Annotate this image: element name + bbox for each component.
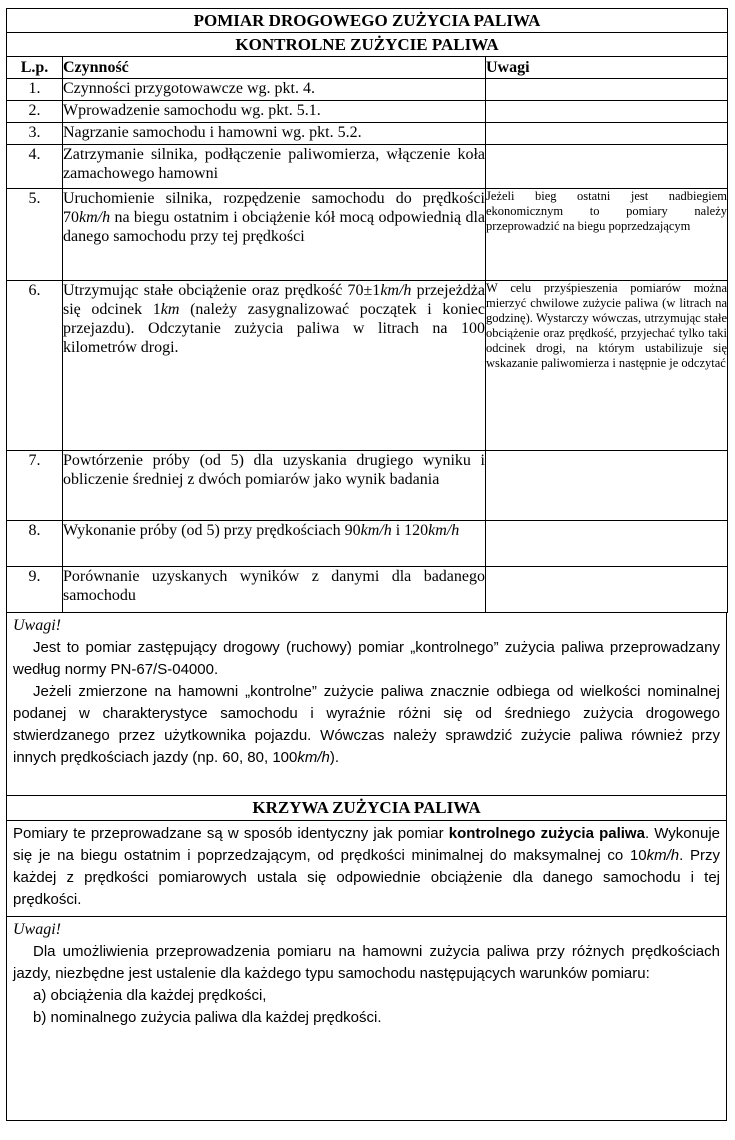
row-note: W celu przyśpieszenia pomiarów można mierzyć chwilowe zużycie paliwa (w litrach na godzinę). Wystarczy wówczas, utrzymując stałe obciążenie oraz prędkość, przyjechać tylko taki odcinek drogi, na którym ustabilizuje się wskazanie paliwomierza i następnie je odczytać [486, 281, 728, 451]
row-note [486, 567, 728, 613]
procedure-table [6, 8, 728, 613]
remarks-paragraph [13, 681, 720, 769]
column-header-notes: Uwagi [486, 57, 728, 79]
row-action: Porównanie uzyskanych wyników z danymi dla badanego samochodu [63, 567, 486, 613]
row-action: Wprowadzenie samochodu wg. pkt. 5.1. [63, 101, 486, 123]
remarks-label: Uwagi! [13, 921, 61, 938]
list-item: b) nominalnego zużycia paliwa dla każdej prędkości. [33, 1009, 382, 1026]
table-row [7, 451, 728, 521]
row-action: Nagrzanie samochodu i hamowni wg. pkt. 5.2. [63, 123, 486, 145]
remarks-section [6, 613, 727, 1121]
row-note: Jeżeli bieg ostatni jest nadbiegiem ekonomicznym to pomiary należy przeprowadzić na biegu poprzedzającym [486, 189, 728, 281]
row-note [486, 79, 728, 101]
row-note [486, 145, 728, 189]
document-title: POMIAR DROGOWEGO ZUŻYCIA PALIWA [7, 9, 728, 33]
curve-text-bold: kontrolnego zużycia paliwa [448, 825, 645, 842]
curve-description [7, 821, 726, 916]
unit-text: km/h [428, 522, 460, 539]
action-text: Uruchomienie silnika, rozpędzenie samochodu do prędkości 70 [63, 190, 485, 226]
curve-text: . Wykonuje się je na biegu ostatnim i poprzedzającym, od prędkości minimalnej do maksymalnej co 10 [13, 825, 721, 864]
table-row [7, 281, 728, 451]
table-row [7, 521, 728, 567]
row-note [486, 451, 728, 521]
table-row [7, 123, 728, 145]
unit-text: km [160, 301, 180, 318]
action-text: (należy zasygnalizować początek i koniec przejazdu). Odczytanie zużycia paliwa w litrach na 100 kilometrów drogi. [63, 301, 486, 356]
column-header-action: Czynność [63, 57, 486, 79]
row-action: Powtórzenie próby (od 5) dla uzyskania drugiego wyniku i obliczenie średniej z dwóch pomiarów jako wynik badania [63, 451, 486, 521]
table-row [7, 567, 728, 613]
row-note [486, 521, 728, 567]
remarks-label: Uwagi! [13, 617, 61, 634]
row-number: 2. [7, 101, 63, 123]
document [6, 8, 727, 1121]
section-subtitle: KONTROLNE ZUŻYCIE PALIWA [7, 33, 728, 57]
row-number: 5. [7, 189, 63, 281]
action-text: Utrzymując stałe obciążenie oraz prędkość 70±1 [63, 282, 381, 299]
curve-text: Pomiary te przeprowadzane są w sposób identyczny jak pomiar [13, 825, 449, 842]
row-number: 9. [7, 567, 63, 613]
row-note [486, 123, 728, 145]
row-action [63, 281, 486, 451]
action-text: przejeżdża się odcinek 1 [63, 282, 486, 318]
table-row [7, 101, 728, 123]
action-text: Wykonanie próby (od 5) przy prędkościach 90 [63, 522, 361, 539]
remarks-text: ). [329, 749, 340, 766]
unit-text: km/h [360, 522, 392, 539]
table-row [7, 189, 728, 281]
row-number: 6. [7, 281, 63, 451]
unit-text: km/h [646, 847, 680, 864]
table-row [7, 145, 728, 189]
table-row [7, 79, 728, 101]
remarks-text: Jeżeli zmierzone na hamowni „kontrolne” zużycie paliwa znacznie odbiega od wielkości nominalnej podanej w charakterystyce samochodu i wyraźnie różni się od średniego zużycia drogowego stwierdzanego przez użytkownika pojazdu. Wówczas należy sprawdzić zużycie paliwa również przy innych prędkościach jazdy (np. 60, 80, 100 [13, 683, 720, 766]
column-header-lp: L.p. [7, 57, 63, 79]
row-action [63, 189, 486, 281]
row-number: 4. [7, 145, 63, 189]
unit-text: km/h [380, 282, 412, 299]
list-item: a) obciążenia dla każdej prędkości, [33, 987, 267, 1004]
row-number: 1. [7, 79, 63, 101]
row-note [486, 101, 728, 123]
action-text: i 120 [391, 522, 429, 539]
remarks-paragraph: Dla umożliwienia przeprowadzenia pomiaru na hamowni zużycia paliwa przy różnych prędkościach jazdy, niezbędne jest ustalenie dla każdego typu samochodu następujących warunków pomiaru: [13, 943, 720, 982]
row-number: 8. [7, 521, 63, 567]
row-number: 3. [7, 123, 63, 145]
row-action [63, 521, 486, 567]
unit-text: km/h [79, 209, 111, 226]
row-number: 7. [7, 451, 63, 521]
action-text: na biegu ostatnim i obciążenie kół mocą odpowiednią dla danego samochodu przy tej prędkości [63, 209, 485, 245]
unit-text: km/h [297, 749, 330, 766]
curve-section-title: KRZYWA ZUŻYCIA PALIWA [7, 796, 726, 821]
row-action: Zatrzymanie silnika, podłączenie paliwomierza, włączenie koła zamachowego hamowni [63, 145, 486, 189]
row-action: Czynności przygotowawcze wg. pkt. 4. [63, 79, 486, 101]
curve-text: . Przy każdej z prędkości pomiarowych ustala się odpowiednie obciążenie dla danego samochodu i tej prędkości. [13, 847, 720, 908]
remarks-paragraph: Jest to pomiar zastępujący drogowy (ruchowy) pomiar „kontrolnego” zużycia paliwa przeprowadzany według normy PN-67/S-04000. [13, 639, 720, 678]
